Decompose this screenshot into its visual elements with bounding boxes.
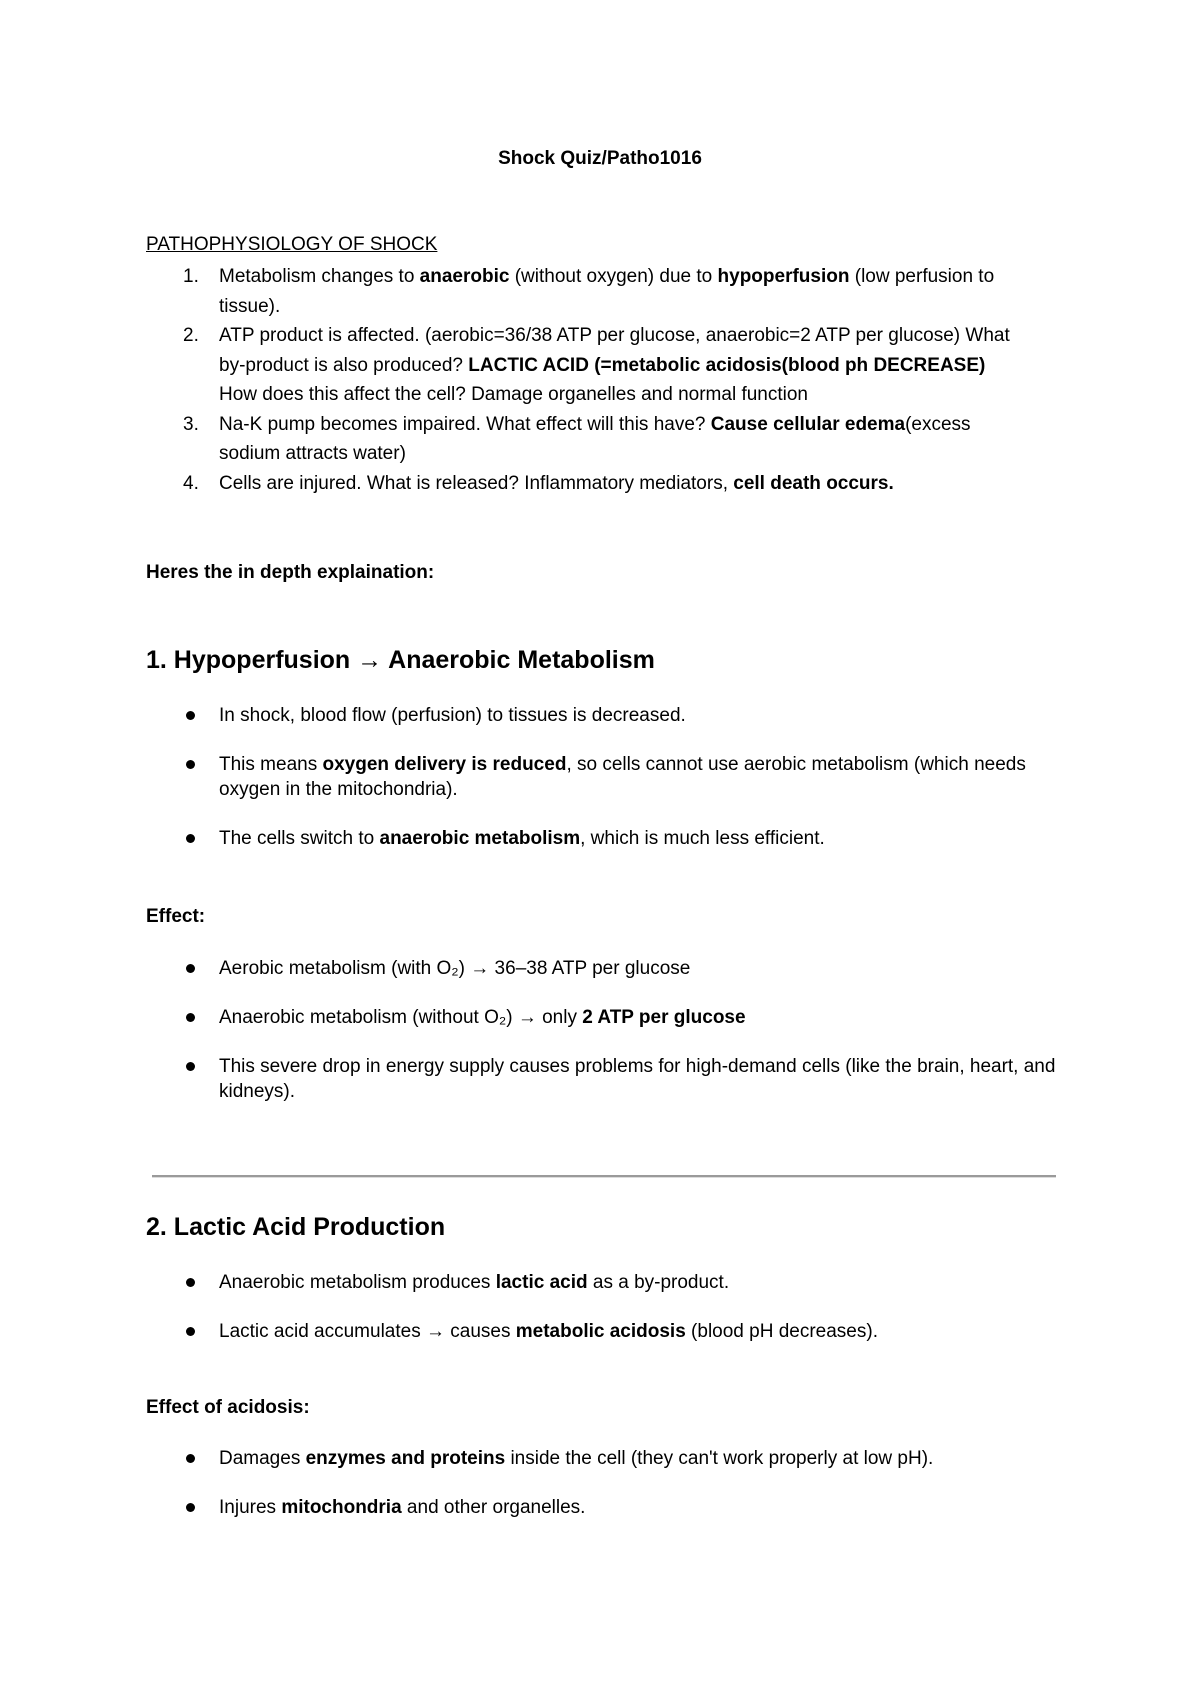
item-text: , so cells cannot use aerobic metabolism (which needs oxygen in the mitochondria). [219, 754, 1026, 800]
item-text: (without oxygen) due to [509, 266, 718, 287]
list-item [146, 1319, 1076, 1344]
section-2-effects [146, 1446, 1076, 1544]
section-1-bullets [146, 703, 1076, 875]
section-1-effects [146, 956, 1076, 1128]
item-text: inside the cell (they can't work properly at low pH). [505, 1448, 934, 1469]
item-bold: Cause cellular edema [710, 413, 906, 435]
list-number: 1. [183, 266, 199, 287]
item-text: Anaerobic metabolism (without O₂) → only [219, 1007, 583, 1028]
list-item [146, 1005, 1076, 1030]
item-bold: enzymes and proteins [305, 1448, 506, 1469]
item-text: Damages [219, 1448, 306, 1469]
effect-of-acidosis-label: Effect of acidosis: [146, 1397, 310, 1418]
bullet-icon [186, 1278, 195, 1287]
item-text: Lactic acid accumulates → causes [219, 1321, 516, 1342]
item-text: Na-K pump becomes impaired. What effect will this have? [219, 413, 711, 435]
item-bold: metabolic acidosis [515, 1321, 686, 1342]
item-text: This severe drop in energy supply causes problems for high-demand cells (like the brain, heart, and kidneys). [219, 1056, 1056, 1102]
item-text: Metabolism changes to [219, 266, 420, 287]
bullet-icon [186, 964, 195, 973]
list-item [146, 1446, 1076, 1471]
bullet-icon [186, 1062, 195, 1071]
section-2-heading: 2. Lactic Acid Production [146, 1213, 446, 1241]
list-item [146, 956, 1076, 981]
item-bold: hypoperfusion [717, 266, 850, 287]
bullet-icon [186, 711, 195, 720]
item-text: , which is much less efficient. [580, 828, 825, 849]
numbered-list [146, 262, 1026, 498]
item-bold: oxygen delivery is reduced [322, 754, 567, 775]
item-text: and other organelles. [401, 1497, 586, 1518]
list-item [146, 321, 1026, 410]
document-title: Shock Quiz/Patho1016 [498, 148, 702, 169]
item-bold: cell death occurs. [733, 472, 894, 494]
item-text: as a by-product. [587, 1272, 730, 1293]
item-text: In shock, blood flow (perfusion) to tissues is decreased. [219, 705, 686, 726]
item-bold: lactic acid [495, 1272, 588, 1293]
item-text: Cells are injured. What is released? Inflammatory mediators, [219, 472, 734, 494]
section-1-heading: 1. Hypoperfusion → Anaerobic Metabolism [146, 646, 655, 674]
item-bold: anaerobic [419, 266, 510, 287]
item-text: This means [219, 754, 323, 775]
list-number: 4. [183, 472, 199, 494]
item-text: (excess sodium attracts water) [219, 413, 971, 464]
bullet-icon [186, 1454, 195, 1463]
list-item [146, 469, 1026, 499]
list-number: 2. [183, 325, 199, 346]
section-heading-pathophysiology: PATHOPHYSIOLOGY OF SHOCK [146, 234, 438, 255]
bullet-icon [186, 1327, 195, 1336]
list-item [146, 1270, 1076, 1295]
item-text: How does this affect the cell? Damage organelles and normal function [219, 384, 808, 405]
item-text: Anaerobic metabolism produces [219, 1272, 496, 1293]
list-item [146, 1495, 1076, 1520]
horizontal-rule [152, 1175, 1056, 1178]
bullet-icon [186, 760, 195, 769]
list-item [146, 262, 1026, 321]
section-2-bullets [146, 1270, 1076, 1368]
list-number: 3. [183, 413, 199, 435]
bullet-icon [186, 834, 195, 843]
item-text: (low perfusion to tissue). [219, 266, 995, 317]
list-item [146, 703, 1076, 728]
item-text: Aerobic metabolism (with O₂) → 36–38 ATP per glucose [219, 958, 691, 979]
item-text: ATP product is affected. (aerobic=36/38 ATP per glucose, anaerobic=2 ATP per glucose) What by-product is also produced? [219, 325, 1010, 376]
list-item [146, 1054, 1076, 1104]
list-item [146, 826, 1076, 851]
list-item [146, 752, 1076, 802]
item-bold: mitochondria [281, 1497, 402, 1518]
item-text: The cells switch to [219, 828, 380, 849]
item-text: (blood pH decreases). [685, 1321, 878, 1342]
list-item [146, 410, 1026, 469]
effect-label: Effect: [146, 906, 206, 927]
bullet-icon [186, 1503, 195, 1512]
explanation-label: Heres the in depth explaination: [146, 562, 435, 583]
item-bold: LACTIC ACID (=metabolic acidosis(blood ph DECREASE) [468, 354, 986, 376]
bullet-icon [186, 1013, 195, 1022]
item-bold: 2 ATP per glucose [582, 1007, 746, 1028]
item-bold: anaerobic metabolism [379, 828, 581, 849]
item-text: Injures [219, 1497, 282, 1518]
